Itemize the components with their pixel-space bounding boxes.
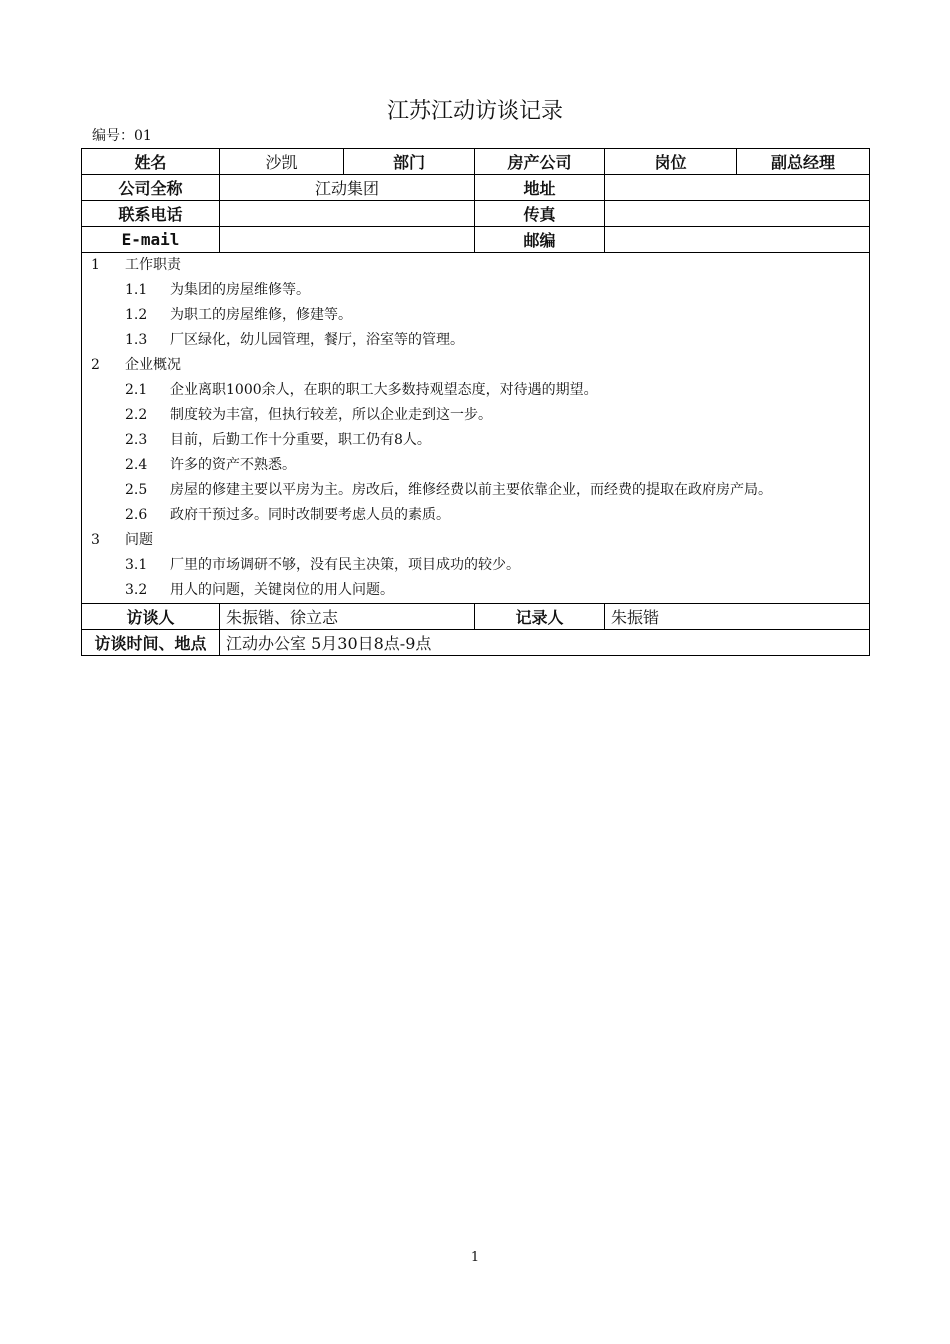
fax-label: 传真 [475, 201, 605, 227]
position-value: 副总经理 [737, 149, 870, 175]
row-content [82, 253, 870, 604]
address-label: 地址 [475, 175, 605, 201]
list-item: 1.2 为职工的房屋维修，修建等。 [125, 307, 352, 323]
row-email [82, 227, 870, 253]
postcode-value [605, 227, 870, 253]
section-heading: 1 工作职责 [91, 257, 181, 273]
row-interviewer [82, 604, 870, 630]
recorder-label: 记录人 [475, 604, 605, 630]
document-number: 编号：01 [92, 128, 152, 144]
list-item: 2.5 房屋的修建主要以平房为主。房改后，维修经费以前主要依靠企业，而经费的提取在政府房产局。 [125, 482, 772, 498]
department-value: 房产公司 [475, 149, 605, 175]
interviewer-label: 访谈人 [82, 604, 220, 630]
interview-record-table [81, 148, 870, 656]
interviewer-value: 朱振锴、徐立志 [220, 604, 475, 630]
phone-label: 联系电话 [82, 201, 220, 227]
address-value [605, 175, 870, 201]
row-time-place [82, 630, 870, 656]
page-number: 1 [470, 1250, 480, 1265]
recorder-value: 朱振锴 [605, 604, 870, 630]
section-heading: 2 企业概况 [91, 357, 181, 373]
postcode-label: 邮编 [475, 227, 605, 253]
list-item: 2.4 许多的资产不熟悉。 [125, 457, 296, 473]
row-phone [82, 201, 870, 227]
department-label: 部门 [344, 149, 475, 175]
name-value: 沙凯 [220, 149, 344, 175]
row-company [82, 175, 870, 201]
list-item: 2.6 政府干预过多。同时改制要考虑人员的素质。 [125, 507, 450, 523]
row-name [82, 149, 870, 175]
list-item: 3.1 厂里的市场调研不够，没有民主决策，项目成功的较少。 [125, 557, 520, 573]
phone-value [220, 201, 475, 227]
list-item: 2.3 目前，后勤工作十分重要，职工仍有8人。 [125, 432, 431, 448]
list-item: 1.1 为集团的房屋维修等。 [125, 282, 310, 298]
fax-value [605, 201, 870, 227]
section-heading: 3 问题 [91, 532, 153, 548]
list-item: 2.2 制度较为丰富，但执行较差，所以企业走到这一步。 [125, 407, 492, 423]
email-value [220, 227, 475, 253]
email-label: E-mail [82, 227, 220, 253]
interview-content [82, 253, 870, 604]
company-value: 江动集团 [220, 175, 475, 201]
position-label: 岗位 [605, 149, 737, 175]
list-item: 2.1 企业离职1000余人，在职的职工大多数持观望态度，对待遇的期望。 [125, 382, 598, 398]
document-title: 江苏江动访谈记录 [386, 99, 563, 124]
name-label: 姓名 [82, 149, 220, 175]
list-item: 1.3 厂区绿化，幼儿园管理，餐厅，浴室等的管理。 [125, 332, 464, 348]
company-label: 公司全称 [82, 175, 220, 201]
time-place-value: 江动办公室 5月30日8点-9点 [220, 630, 870, 656]
time-place-label: 访谈时间、地点 [82, 630, 220, 656]
list-item: 3.2 用人的问题，关键岗位的用人问题。 [125, 582, 394, 598]
